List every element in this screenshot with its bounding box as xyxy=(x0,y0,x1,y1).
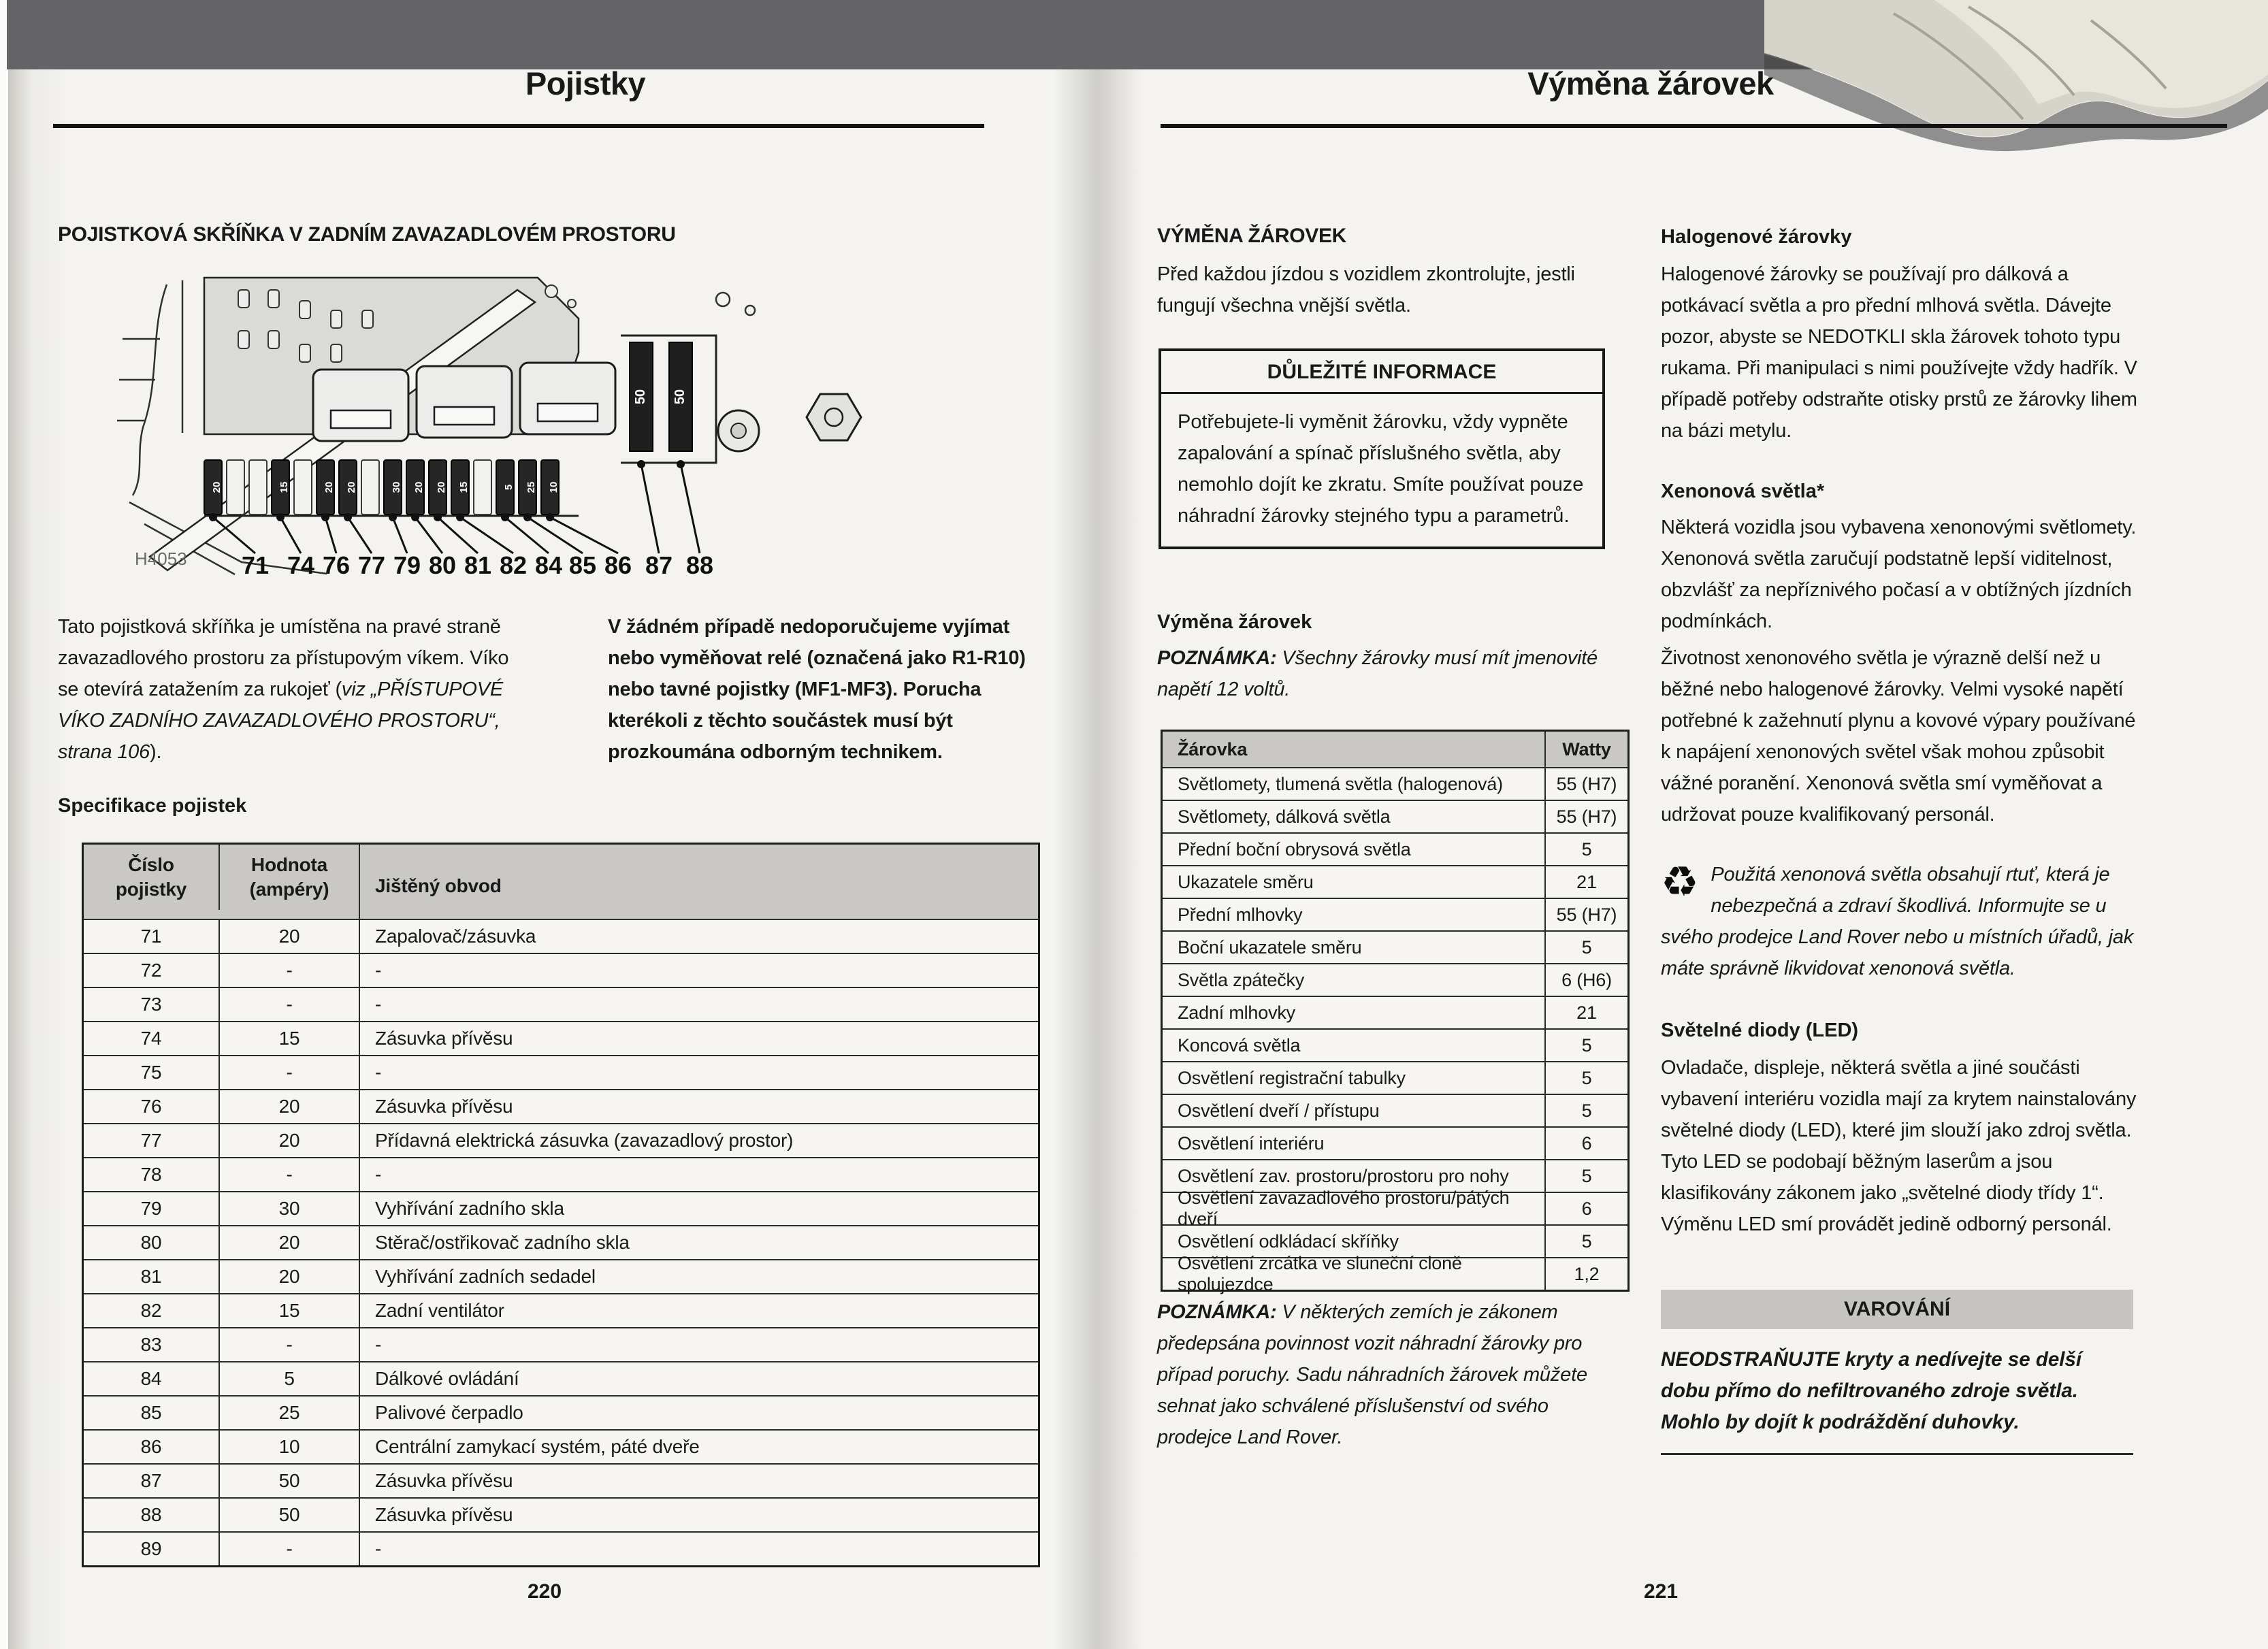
table-cell: 21 xyxy=(1544,997,1627,1028)
table-cell: - xyxy=(218,988,359,1021)
table-cell: 88 xyxy=(140,1504,162,1525)
table-row xyxy=(84,1021,1038,1055)
table-cell: 5 xyxy=(1544,1095,1627,1126)
table-cell: Zadní mlhovky xyxy=(1178,1002,1295,1023)
table-cell: 20 xyxy=(218,1090,359,1123)
table-cell: Osvětlení odkládací skříňky xyxy=(1178,1230,1399,1252)
title-rule xyxy=(53,124,984,128)
table-cell: Přední mlhovky xyxy=(1178,904,1303,925)
table-row xyxy=(84,1157,1038,1191)
callout-label: 79 xyxy=(393,551,421,577)
table-cell: Zásuvka přívěsu xyxy=(359,1465,1038,1497)
table-row xyxy=(84,1395,1038,1429)
table-cell: - xyxy=(218,1328,359,1361)
maxi-fuse-value: 50 xyxy=(673,389,687,405)
fuse-strip xyxy=(204,460,579,516)
table-cell: Světlomety, dálková světla xyxy=(1178,806,1391,827)
fuse-value: 10 xyxy=(548,481,560,493)
table-cell: 5 xyxy=(1544,1062,1627,1094)
table-cell: 6 (H6) xyxy=(1544,964,1627,996)
table-cell: Dálkové ovládání xyxy=(359,1362,1038,1395)
figure-code: H4053 xyxy=(135,549,187,569)
table-cell: 73 xyxy=(140,994,162,1015)
table-cell: 78 xyxy=(140,1164,162,1185)
table-row xyxy=(84,1293,1038,1327)
table-cell: Boční ukazatele směru xyxy=(1178,936,1362,958)
callout-label: 85 xyxy=(568,551,597,577)
terminal-and-nut xyxy=(716,293,861,451)
callout-label: 82 xyxy=(499,551,528,577)
sub-heading: Halogenové žárovky xyxy=(1661,226,1852,248)
led-paragraph: Ovladače, displeje, některá světla a jiné součásti vybavení interiéru vozidla mají za krytem nainstalovány světelné diody (LED), které jim slouží jako zdroj světla. Tyto LED se podobají běžným laserům a jsou klasifikovány zákonem jako „světelné diody třídy 1“. Výměnu LED smí provádět jedině odborný personál. xyxy=(1661,1057,2137,1235)
fuse-value: 15 xyxy=(458,481,470,493)
bulb-wattage-table xyxy=(1161,730,1630,1292)
table-cell: 25 xyxy=(218,1397,359,1429)
table-cell: 82 xyxy=(140,1300,162,1321)
column-header xyxy=(84,845,218,910)
callout-label: 84 xyxy=(534,551,563,577)
important-info-box xyxy=(1159,348,1605,549)
table-row xyxy=(1163,1224,1627,1257)
fuse-value: 20 xyxy=(346,481,357,493)
table-cell: - xyxy=(359,1056,1038,1089)
column-header: Žárovka xyxy=(1178,738,1248,760)
table-cell: 71 xyxy=(140,926,162,947)
fuse-value: 15 xyxy=(278,481,290,493)
callout-label: 77 xyxy=(357,551,386,577)
note-paragraph xyxy=(1157,1296,1610,1453)
xenon-paragraph-1: Některá vozidla jsou vybavena xenonovými světlomety. Xenonová světla zaručují podstatně lepší viditelnost, obzvlášť za nepříznivého počasí a v obtížných jízdních podmínkách. xyxy=(1661,517,2137,632)
table-cell: 86 xyxy=(140,1436,162,1457)
table-cell: Vyhřívání zadního skla xyxy=(359,1192,1038,1225)
note-paragraph xyxy=(1157,642,1606,705)
table-header-row xyxy=(84,845,1038,919)
warning-box xyxy=(1661,1290,2133,1455)
column-header: Watty xyxy=(1544,732,1627,767)
table-row xyxy=(1163,767,1627,800)
title-rule xyxy=(1161,124,2227,128)
table-cell: Světlomety, tlumená světla (halogenová) xyxy=(1178,773,1503,794)
column-header xyxy=(218,845,359,910)
maxi-fuse-value: 50 xyxy=(633,389,648,405)
table-row xyxy=(84,1327,1038,1361)
table-cell: Světla zpátečky xyxy=(1178,969,1305,990)
table-cell: Palivové čerpadlo xyxy=(359,1397,1038,1429)
paragraph-text: Tato pojistková skříňka je umístěna na pravé straně zavazadlového prostoru za přístupovým víkem. Víko se otevírá zatažením za rukojeť ( xyxy=(58,616,509,700)
column-header-line: Hodnota xyxy=(250,854,328,875)
column-header-line: Číslo xyxy=(128,854,174,875)
table-row xyxy=(1163,832,1627,865)
section-heading: POJISTKOVÁ SKŘÍŇKA V ZADNÍM ZAVAZADLOVÉM PROSTORU xyxy=(58,223,676,246)
table-cell: 5 xyxy=(1544,1030,1627,1061)
table-cell: 30 xyxy=(218,1192,359,1225)
table-cell: 20 xyxy=(218,920,359,953)
table-cell: - xyxy=(218,1158,359,1191)
paragraph-relay-warning: V žádném případě nedoporučujeme vyjímat nebo vyměňovat relé (označená jako R1-R10) nebo tavné pojistky (MF1-MF3). Porucha kterékoli z těchto součástek musí být prozkoumána odborným technikem. xyxy=(608,616,1026,763)
callout-label: 71 xyxy=(241,551,270,577)
table-cell: - xyxy=(359,1533,1038,1565)
table-cell: - xyxy=(359,1328,1038,1361)
fuse-value: 20 xyxy=(323,481,335,493)
fuse-value: 20 xyxy=(413,481,425,493)
table-row xyxy=(1163,1126,1627,1159)
table-cell: 84 xyxy=(140,1368,162,1389)
sub-heading: Xenonová světla* xyxy=(1661,480,1825,502)
note-text: V některých zemích je zákonem předepsána povinnost vozit náhradní žárovky pro případ poruchy. Sadu náhradních žárovek můžete sehnat jako schválené příslušenství od svého prodejce Land Rover. xyxy=(1157,1301,1587,1448)
table-cell: 81 xyxy=(140,1266,162,1287)
table-row xyxy=(1163,1061,1627,1094)
fuse-value: 25 xyxy=(525,481,537,493)
sub-heading: Světelné diody (LED) xyxy=(1661,1019,1859,1041)
intro-paragraph: Před každou jízdou s vozidlem zkontrolujte, jestli fungují všechna vnější světla. xyxy=(1157,263,1575,316)
table-cell: 79 xyxy=(140,1198,162,1219)
table-cell: 85 xyxy=(140,1402,162,1423)
table-row xyxy=(84,1463,1038,1497)
table-cell: Centrální zamykací systém, páté dveře xyxy=(359,1431,1038,1463)
table-cell: 20 xyxy=(218,1260,359,1293)
table-cell: 75 xyxy=(140,1062,162,1083)
fuse-value: 20 xyxy=(211,481,223,493)
table-cell: 1,2 xyxy=(1544,1258,1627,1290)
callout-label: 81 xyxy=(464,551,492,577)
table-cell: Osvětlení zavazadlového prostoru/pátých dveří xyxy=(1178,1188,1510,1229)
table-cell: Zadní ventilátor xyxy=(359,1294,1038,1327)
table-row xyxy=(84,1123,1038,1157)
column-header-line: pojistky xyxy=(115,879,187,900)
note-label: POZNÁMKA: xyxy=(1157,1301,1277,1323)
recycle-icon: ♻ xyxy=(1661,859,1699,906)
section-heading: VÝMĚNA ŽÁROVEK xyxy=(1157,225,1347,247)
table-row xyxy=(1163,930,1627,963)
table-cell: - xyxy=(218,1533,359,1565)
fuse-spec-table xyxy=(82,843,1040,1567)
table-cell: 5 xyxy=(1544,1160,1627,1192)
table-cell: - xyxy=(359,988,1038,1021)
table-cell: Zapalovač/zásuvka xyxy=(359,920,1038,953)
table-cell: Osvětlení dveří / přístupu xyxy=(1178,1100,1380,1121)
callout-labels xyxy=(242,551,713,577)
table-cell: 50 xyxy=(218,1499,359,1531)
table-cell: 89 xyxy=(140,1538,162,1559)
page-title: Výměna žárovek xyxy=(1527,65,1774,101)
table-row xyxy=(1163,1188,1627,1229)
info-box-title: DŮLEŽITÉ INFORMACE xyxy=(1161,351,1602,394)
table-row xyxy=(1163,865,1627,898)
relays xyxy=(313,363,615,441)
table-cell: 10 xyxy=(218,1431,359,1463)
table-row xyxy=(84,1191,1038,1225)
table-row xyxy=(1163,1159,1627,1192)
table-cell: 77 xyxy=(140,1130,162,1151)
table-row xyxy=(1163,1094,1627,1126)
table-cell: Osvětlení registrační tabulky xyxy=(1178,1067,1406,1088)
callout-label: 87 xyxy=(645,551,673,577)
table-cell: 20 xyxy=(218,1226,359,1259)
table-cell: - xyxy=(359,954,1038,987)
book-gutter-shadow xyxy=(1054,69,1142,1649)
table-cell: 6 xyxy=(1544,1128,1627,1159)
fuse-value: 30 xyxy=(391,481,402,493)
maxi-fuses xyxy=(621,336,716,463)
xenon-paragraph-2: Životnost xenonového světla je výrazně delší než u běžné nebo halogenové žárovky. Velmi vysoké napětí potřebné k zažehnutí plynu a kovové výpary používané k napájení xenonových světel však mohou způsobit vážné poranění. Xenonová světla smí vyměňovat a udržovat pouze kvalifikovaný personál. xyxy=(1661,647,2136,826)
table-cell: Osvětlení interiéru xyxy=(1178,1132,1325,1154)
table-cell: 72 xyxy=(140,960,162,981)
recycle-text: Použitá xenonová světla obsahují rtuť, která je nebezpečná a zdraví škodlivá. Informujte se u svého prodejce Land Rover nebo u místních úřadů, jak máte správně likvidovat xenonová světla. xyxy=(1661,864,2134,979)
page-number: 220 xyxy=(527,1580,562,1603)
table-cell: 5 xyxy=(1544,834,1627,865)
note-text: Všechny žárovky musí mít jmenovité napětí 12 voltů. xyxy=(1157,647,1598,700)
table-cell: 5 xyxy=(1544,932,1627,963)
table-header-row xyxy=(1163,732,1627,767)
fuse-value: 20 xyxy=(436,481,447,493)
callout-label: 88 xyxy=(685,551,714,577)
sub-heading: Výměna žárovek xyxy=(1157,611,1312,633)
fuse-box-diagram xyxy=(102,271,892,577)
page-title: Pojistky xyxy=(525,65,646,101)
table-row xyxy=(84,1497,1038,1531)
page-number: 221 xyxy=(1643,1580,1679,1603)
cross-reference: viz „PŘÍSTUPOVÉ VÍKO ZADNÍHO ZAVAZADLOVÉHO PROSTORU“, strana 106 xyxy=(58,679,503,763)
table-cell: Přední boční obrysová světla xyxy=(1178,838,1411,860)
table-cell: 5 xyxy=(218,1362,359,1395)
table-row xyxy=(84,919,1038,953)
info-box-body: Potřebujete-li vyměnit žárovku, vždy vypněte zapalování a spínač příslušného světla, aby nemohlo dojít ke zkratu. Smíte používat pouze náhradní žárovky stejného typu a parametrů. xyxy=(1178,411,1584,527)
callout-label: 80 xyxy=(428,551,457,577)
warning-body: NEODSTRAŇUJTE kryty a nedívejte se delší dobu přímo do nefiltrovaného zdroje světla. Mohlo by dojít k podráždění duhovky. xyxy=(1661,1348,2082,1433)
table-row xyxy=(1163,963,1627,996)
table-cell: Zásuvka přívěsu xyxy=(359,1090,1038,1123)
table-cell: - xyxy=(359,1158,1038,1191)
table-cell: 15 xyxy=(218,1294,359,1327)
table-row xyxy=(84,1259,1038,1293)
table-cell: Zásuvka přívěsu xyxy=(359,1499,1038,1531)
table-cell: 55 (H7) xyxy=(1544,899,1627,930)
callout-label: 86 xyxy=(604,551,632,577)
table-cell: 55 (H7) xyxy=(1544,801,1627,832)
table-cell: 20 xyxy=(218,1124,359,1157)
table-cell: Přídavná elektrická zásuvka (zavazadlový prostor) xyxy=(359,1124,1038,1157)
fuse-value: 5 xyxy=(503,484,515,491)
table-cell: 55 (H7) xyxy=(1544,768,1627,800)
warning-title: VAROVÁNÍ xyxy=(1661,1290,2133,1329)
table-cell: Stěrač/ostřikovač zadního skla xyxy=(359,1226,1038,1259)
table-row xyxy=(84,987,1038,1021)
table-cell: 5 xyxy=(1544,1226,1627,1257)
table-row xyxy=(84,1361,1038,1395)
table-row xyxy=(1163,1028,1627,1061)
table-cell: Osvětlení zrcátka ve sluneční cloně spolujezdce xyxy=(1178,1253,1462,1294)
table-cell: 80 xyxy=(140,1232,162,1253)
table-row xyxy=(1163,800,1627,832)
table-cell: Vyhřívání zadních sedadel xyxy=(359,1260,1038,1293)
warning-rule xyxy=(1661,1453,2133,1455)
table-row xyxy=(84,1055,1038,1089)
note-label: POZNÁMKA: xyxy=(1157,647,1277,669)
table-cell: 83 xyxy=(140,1334,162,1355)
table-cell: Ukazatele směru xyxy=(1178,871,1314,892)
callout-label: 76 xyxy=(322,551,351,577)
table-cell: 21 xyxy=(1544,866,1627,898)
table-cell: Zásuvka přívěsu xyxy=(359,1022,1038,1055)
table-row xyxy=(84,1225,1038,1259)
table-row xyxy=(1163,996,1627,1028)
spec-heading: Specifikace pojistek xyxy=(58,795,247,817)
column-header-line: (ampéry) xyxy=(249,879,329,900)
recycle-note xyxy=(1661,859,2137,984)
paragraph-location xyxy=(58,611,531,768)
paragraph-text: ). xyxy=(150,741,162,763)
table-cell: 6 xyxy=(1544,1193,1627,1224)
table-cell: Koncová světla xyxy=(1178,1034,1301,1056)
scan-edge-sliver xyxy=(0,0,8,1649)
table-row xyxy=(84,1089,1038,1123)
table-cell: - xyxy=(218,1056,359,1089)
table-cell: 15 xyxy=(218,1022,359,1055)
table-cell: 50 xyxy=(218,1465,359,1497)
callout-label: 74 xyxy=(287,551,315,577)
table-cell: 76 xyxy=(140,1096,162,1117)
table-row xyxy=(84,953,1038,987)
table-cell: - xyxy=(218,954,359,987)
table-cell: 87 xyxy=(140,1470,162,1491)
table-row xyxy=(1163,898,1627,930)
table-row xyxy=(84,1531,1038,1565)
table-cell: 74 xyxy=(140,1028,162,1049)
table-cell: Osvětlení zav. prostoru/prostoru pro nohy xyxy=(1178,1165,1509,1186)
table-row xyxy=(84,1429,1038,1463)
table-row xyxy=(1163,1253,1627,1294)
column-header: Jištěný obvod xyxy=(359,845,1038,919)
halogen-paragraph: Halogenové žárovky se používají pro dálková a potkávací světla a pro přední mlhová světla. Dávejte pozor, abyste se NEDOTKLI skla žárovek tohoto typu rukama. Při manipulaci s nimi používejte vždy hadřík. V případě potřeby odstraňte otisky prstů ze žárovky lihem na bázi metylu. xyxy=(1661,263,2137,442)
